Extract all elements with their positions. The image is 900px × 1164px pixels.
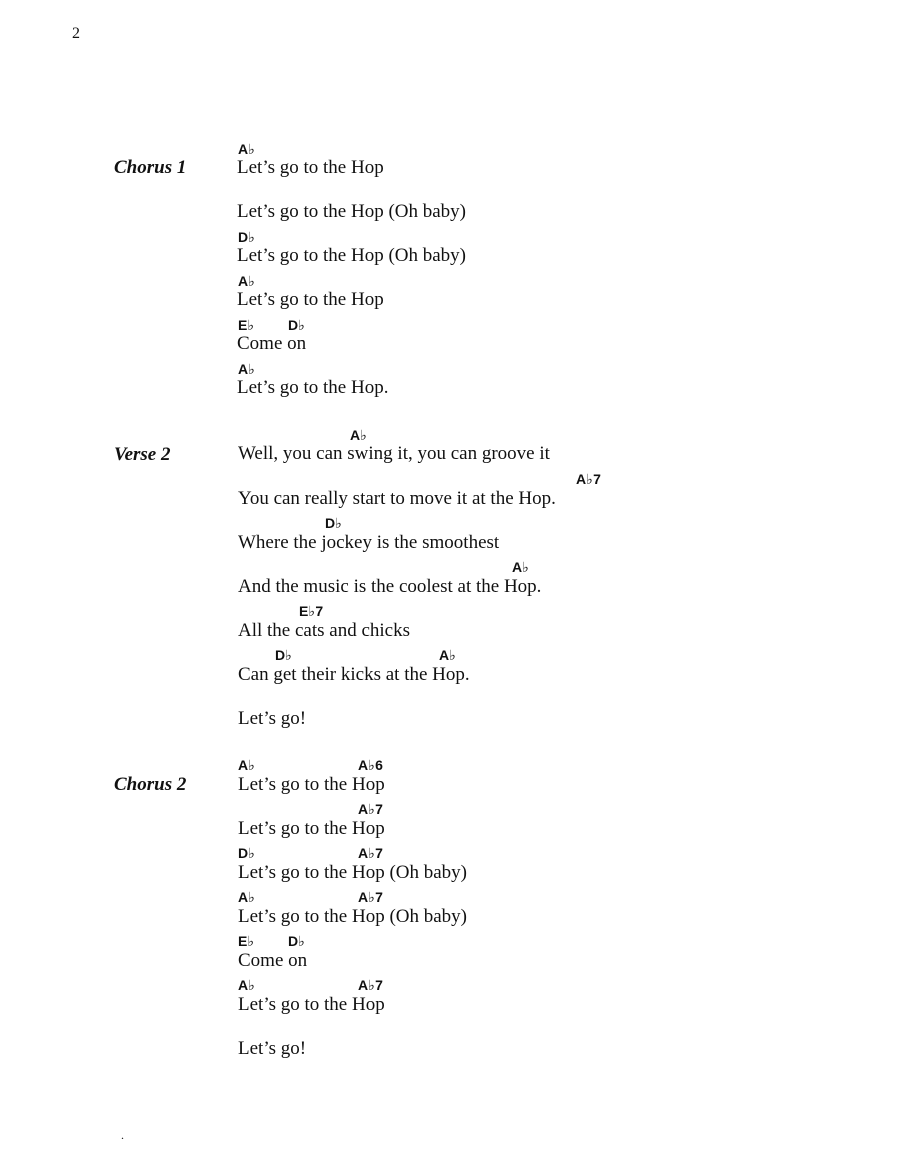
chord: A♭ [238,361,256,377]
chord: E♭ [238,933,255,949]
chord: D♭ [275,647,293,663]
lyric-line: Can get their kicks at the Hop. [238,664,470,685]
chord: A♭ [512,559,530,575]
chord: A♭ [238,141,256,157]
page-number: 2 [72,25,80,42]
lyric-line: Let’s go to the Hop [238,774,385,795]
chord: A♭6 [358,757,384,773]
chord: A♭7 [576,471,602,487]
lyric-line: Let’s go to the Hop [238,818,385,839]
chord: D♭ [288,317,306,333]
chord: D♭ [325,515,343,531]
chord: A♭7 [358,889,384,905]
section-label-verse-2: Verse 2 [114,444,171,465]
chord: A♭ [350,427,368,443]
chord: E♭7 [299,603,324,619]
lyric-line: Let’s go to the Hop [237,289,384,310]
lyric-line: Let’s go to the Hop (Oh baby) [237,201,467,222]
lyric-line: Let’s go to the Hop. [237,377,389,398]
chord: A♭ [238,273,256,289]
chord: A♭7 [358,801,384,817]
lyric-line: And the music is the coolest at the Hop. [238,576,542,597]
lyric-line: All the cats and chicks [238,620,411,641]
lyric-line: Let’s go to the Hop (Oh baby) [237,245,467,266]
lyric-line: Come on [238,950,308,971]
chord: D♭ [288,933,306,949]
chord: A♭ [238,889,256,905]
lyric-line: Well, you can swing it, you can groove it [238,443,550,464]
lyric-line: Where the jockey is the smoothest [238,532,500,553]
lyric-line: Let’s go! [238,1038,307,1059]
chord: D♭ [238,229,256,245]
chord: A♭ [238,977,256,993]
chord: D♭ [238,845,256,861]
lyric-line: Let’s go! [238,708,307,729]
lyric-line: Come on [237,333,307,354]
lyric-line: Let’s go to the Hop [237,157,384,178]
chord: A♭ [439,647,457,663]
lyric-line: You can really start to move it at the Hop. [238,488,556,509]
section-label-chorus-1: Chorus 1 [114,157,187,178]
chord: E♭ [238,317,255,333]
section-label-chorus-2: Chorus 2 [114,774,187,795]
chord: A♭7 [358,845,384,861]
chord: A♭7 [358,977,384,993]
lyric-line: Let’s go to the Hop (Oh baby) [238,906,468,927]
chord: A♭ [238,757,256,773]
lyric-line: Let’s go to the Hop (Oh baby) [238,862,468,883]
footer-mark: . [121,1128,124,1142]
lyric-line: Let’s go to the Hop [238,994,385,1015]
